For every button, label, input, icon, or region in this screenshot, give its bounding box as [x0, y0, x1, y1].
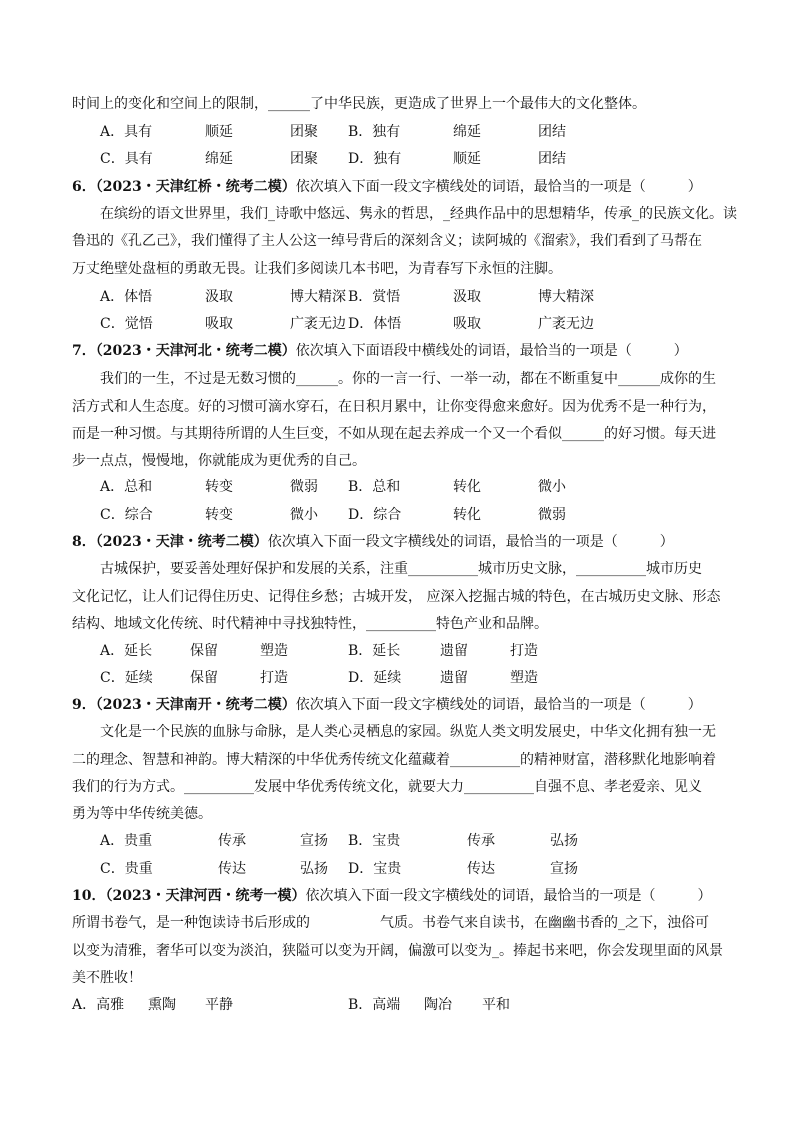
question-9-options-row-1: [100, 832, 720, 850]
option-c-word-3: 打造: [260, 670, 288, 686]
option-a-word-1: A．高雅: [72, 997, 125, 1013]
question-source: （2023・天津南开・统考二模）: [95, 697, 296, 713]
question-7-header: [72, 342, 732, 360]
option-b-word-3: 弘扬: [550, 833, 578, 849]
passage-line: 二的理念、智慧和神韵。博大精深的中华优秀传统文化蕴藏着__________的精神财富，潜移默化地影响着: [72, 752, 716, 768]
passage-line: 鲁迅的《孔乙己》，我们懂得了主人公这一绰号背后的深刻含义；读阿城的《溜索》，我们看到了马帮在: [72, 233, 702, 249]
option-a-word-2: 汲取: [205, 289, 233, 305]
passage-line: 勇为等中华传统美德。: [72, 806, 212, 822]
question-7-options-row-2: [100, 506, 720, 524]
option-b-word-1: B．宝贵: [348, 833, 401, 849]
question-number: 6．: [72, 179, 96, 195]
option-b-word-2: 转化: [453, 479, 481, 495]
question-stem: 依次填入下面一段文字横线处的词语，最恰当的一项是（ ）: [267, 534, 674, 550]
option-c-word-2: 转变: [205, 507, 233, 523]
question-number: 7．: [72, 343, 96, 359]
option-c-word-1: C．贵重: [100, 861, 153, 877]
option-c-word-2: 传达: [218, 861, 246, 877]
passage-line: 以变为清雅，奢华可以变为淡泊，狭隘可以变为开阔，偏激可以变为_。捧起书来吧，你会发现里面的风景: [72, 943, 723, 959]
question-9-options-row-2: [100, 860, 720, 878]
option-a-word-2: 保留: [190, 643, 218, 659]
option-b-word-1: B．高端: [348, 997, 401, 1013]
question-8-options-row-2: [100, 669, 720, 687]
passage-line: 万丈绝壁处盘桓的勇敢无畏。让我们多阅读几本书吧，为青春写下永恒的注脚。: [72, 261, 562, 277]
passage-line: 在缤纷的语文世界里，我们_诗歌中悠远、隽永的哲思，_经典作品中的思想精华，传承_的民族文化。读: [100, 206, 737, 222]
option-d-word-2: 吸取: [453, 316, 481, 332]
option-a-word-1: A．总和: [100, 479, 153, 495]
question-source: （2023・天津河西・统考一模）: [105, 888, 306, 904]
option-c-word-1: C．延续: [100, 670, 153, 686]
option-b-word-1: B．独有: [348, 124, 401, 140]
option-d-word-2: 传达: [467, 861, 495, 877]
option-c-word-3: 广袤无边: [290, 316, 346, 332]
passage-line: 步一点点，慢慢地，你就能成为更优秀的自己。: [72, 453, 366, 469]
option-b-word-1: B．总和: [348, 479, 401, 495]
question-source: （2023・天津河北・统考二模）: [95, 343, 296, 359]
option-b-word-2: 遗留: [440, 643, 468, 659]
option-b-word-3: 微小: [538, 479, 566, 495]
option-c-word-1: C．具有: [100, 151, 153, 167]
option-d-word-1: D．宝贵: [348, 861, 402, 877]
question-9-header: [72, 696, 732, 714]
option-b-word-1: B．延长: [348, 643, 401, 659]
question-7-options-row-1: [100, 478, 720, 496]
option-b-word-3: 打造: [510, 643, 538, 659]
option-a-word-3: 塑造: [260, 643, 288, 659]
option-a-word-2: 转变: [205, 479, 233, 495]
question-source: （2023・天津・统考二模）: [95, 534, 268, 550]
passage-line: 所谓书卷气，是一种饱读诗书后形成的 气质。书卷气来自读书，在幽幽书香的_之下，浊俗可: [72, 915, 709, 931]
option-d-word-2: 遗留: [440, 670, 468, 686]
option-a-word-2: 顺延: [205, 124, 233, 140]
option-c-word-3: 微小: [290, 507, 318, 523]
question-stem: 依次填入下面一段文字横线处的词语，最恰当的一项是（ ）: [295, 179, 702, 195]
question-stem: 依次填入下面一段文字横线处的词语，最恰当的一项是（ ）: [305, 888, 712, 904]
passage-line: 而是一种习惯。与其期待所谓的人生巨变，不如从现在起去养成一个又一个看似______的好习惯。每天进: [72, 426, 716, 442]
option-d-word-1: D．体悟: [348, 316, 402, 332]
option-a-word-3: 微弱: [290, 479, 318, 495]
option-b-word-2: 汲取: [453, 289, 481, 305]
option-c-word-3: 团聚: [290, 151, 318, 167]
option-a-word-3: 宣扬: [300, 833, 328, 849]
question-number: 10．: [72, 888, 106, 904]
option-c-word-2: 保留: [190, 670, 218, 686]
passage-line: 结构、地域文化传统、时代精神中寻找独特性，__________特色产业和品牌。: [72, 616, 548, 632]
option-a-word-1: A．具有: [100, 124, 153, 140]
option-d-word-3: 团结: [538, 151, 566, 167]
option-d-word-1: D．综合: [348, 507, 402, 523]
question-6-header: [72, 178, 732, 196]
question-8-header: [72, 533, 732, 551]
question-number: 8．: [72, 534, 96, 550]
option-a-word-3: 博大精深: [290, 289, 346, 305]
option-b-word-2: 陶冶: [424, 997, 452, 1013]
option-a-word-1: A．贵重: [100, 833, 153, 849]
option-a-word-2: 熏陶: [148, 997, 176, 1013]
option-d-word-3: 微弱: [538, 507, 566, 523]
option-d-word-3: 宣扬: [550, 861, 578, 877]
option-d-word-3: 塑造: [510, 670, 538, 686]
option-d-word-2: 顺延: [453, 151, 481, 167]
option-b-word-3: 团结: [538, 124, 566, 140]
option-a-word-1: A．延长: [100, 643, 153, 659]
passage-line: 文化是一个民族的血脉与命脉，是人类心灵栖息的家园。纵览人类文明发展史，中华文化拥有独一无: [100, 724, 716, 740]
option-d-word-3: 广袤无边: [538, 316, 594, 332]
option-c-word-2: 绵延: [205, 151, 233, 167]
option-d-word-1: D．独有: [348, 151, 402, 167]
option-c-word-3: 弘扬: [300, 861, 328, 877]
question-source: （2023・天津红桥・统考二模）: [95, 179, 296, 195]
intro-line: 时间上的变化和空间上的限制，______了中华民族，更造成了世界上一个最伟大的文化整体。: [72, 96, 646, 112]
option-a-word-3: 团聚: [290, 124, 318, 140]
option-b-word-3: 平和: [482, 997, 510, 1013]
passage-line: 我们的行为方式。__________发展中华优秀传统文化，就要大力__________自强不息、孝老爱亲、见义: [72, 779, 702, 795]
question-10-header: [72, 887, 732, 905]
question-10-options-row-1: [72, 996, 692, 1014]
question-stem: 依次填入下面一段文字横线处的词语，最恰当的一项是（ ）: [295, 697, 702, 713]
option-b-word-2: 传承: [467, 833, 495, 849]
passage-line: 美不胜收！: [72, 970, 142, 986]
passage-line: 文化记忆，让人们记得住历史、记得住乡愁；古城开发， 应深入挖掘古城的特色，在古城历史文脉、形态: [72, 589, 721, 605]
option-c-word-2: 吸取: [205, 316, 233, 332]
option-a-word-3: 平静: [205, 997, 233, 1013]
option-d-word-2: 转化: [453, 507, 481, 523]
intro-options-row-1: [100, 123, 720, 141]
question-6-options-row-2: [100, 315, 720, 333]
intro-options-row-2: [100, 150, 720, 168]
question-number: 9．: [72, 697, 96, 713]
question-stem: 依次填入下面语段中横线处的词语，最恰当的一项是（ ）: [295, 343, 688, 359]
option-c-word-1: C．综合: [100, 507, 153, 523]
passage-line: 我们的一生，不过是无数习惯的______。你的一言一行、一举一动，都在不断重复中______成你的生: [100, 371, 716, 387]
option-c-word-1: C．觉悟: [100, 316, 153, 332]
option-a-word-1: A．体悟: [100, 289, 153, 305]
passage-line: 古城保护，要妥善处理好保护和发展的关系，注重__________城市历史文脉，__________城市历史: [100, 561, 702, 577]
option-b-word-1: B．赏悟: [348, 289, 401, 305]
question-8-options-row-1: [100, 642, 720, 660]
passage-line: 活方式和人生态度。好的习惯可滴水穿石，在日积月累中，让你变得愈来愈好。因为优秀不是一种行为，: [72, 399, 716, 415]
question-6-options-row-1: [100, 288, 720, 306]
option-b-word-2: 绵延: [453, 124, 481, 140]
option-d-word-1: D．延续: [348, 670, 402, 686]
option-b-word-3: 博大精深: [538, 289, 594, 305]
option-a-word-2: 传承: [218, 833, 246, 849]
